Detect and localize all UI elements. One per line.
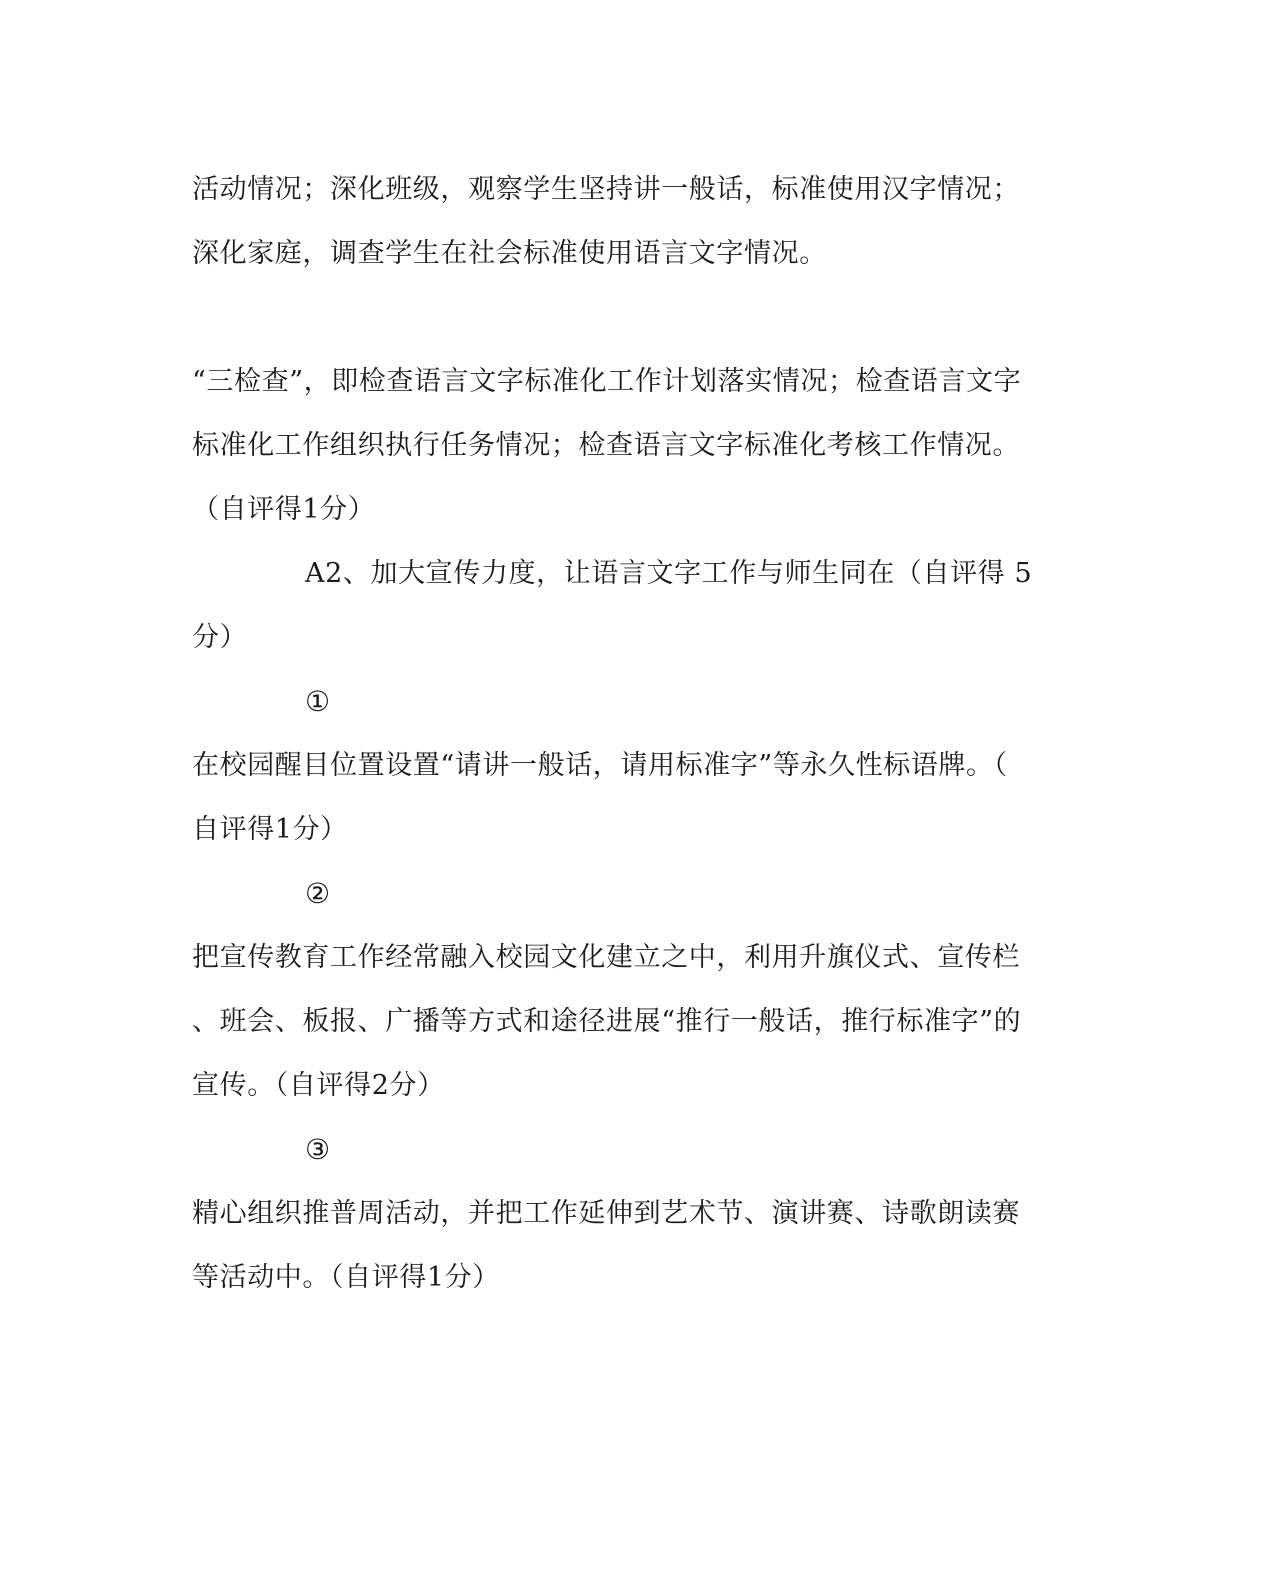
paragraph-line: “三检查”，即检查语言文字标准化工作计划落实情况；检查语言文字: [192, 366, 1022, 397]
list-item-1-text: 在校园醒目位置设置“请讲一般话，请用标准字”等永久性标语牌。（: [192, 750, 1008, 781]
list-item-3-text: 精心组织推普周活动，并把工作延伸到艺术节、演讲赛、诗歌朗读赛: [192, 1198, 1020, 1229]
list-marker-3: ③: [305, 1133, 331, 1166]
list-item-2-text-end: 宣传。（自评得2分）: [192, 1070, 445, 1101]
list-item-2-text: 把宣传教育工作经常融入校园文化建立之中，利用升旗仪式、宣传栏: [192, 942, 1020, 973]
paragraph-line: 活动情况；深化班级，观察学生坚持讲一般话，标准使用汉字情况；: [192, 174, 1020, 205]
paragraph-line: 标准化工作组织执行任务情况；检查语言文字标准化考核工作情况。: [192, 430, 1020, 461]
list-item-3-text-continued: 等活动中。（自评得1分）: [192, 1262, 500, 1293]
list-item-2-text-continued: 、班会、板报、广播等方式和途径进展“推行一般话，推行标准字”的: [192, 1006, 1022, 1037]
paragraph-line: 深化家庭，调查学生在社会标准使用语言文字情况。: [192, 238, 827, 269]
list-marker-2: ②: [305, 877, 331, 910]
self-score-note: （自评得1分）: [192, 494, 376, 525]
section-heading-a2-continued: 分）: [192, 622, 248, 653]
list-marker-1: ①: [305, 685, 331, 718]
section-heading-a2: A2、加大宣传力度，让语言文字工作与师生同在（自评得 5: [305, 558, 1033, 589]
list-item-1-text-continued: 自评得1分）: [192, 814, 348, 845]
